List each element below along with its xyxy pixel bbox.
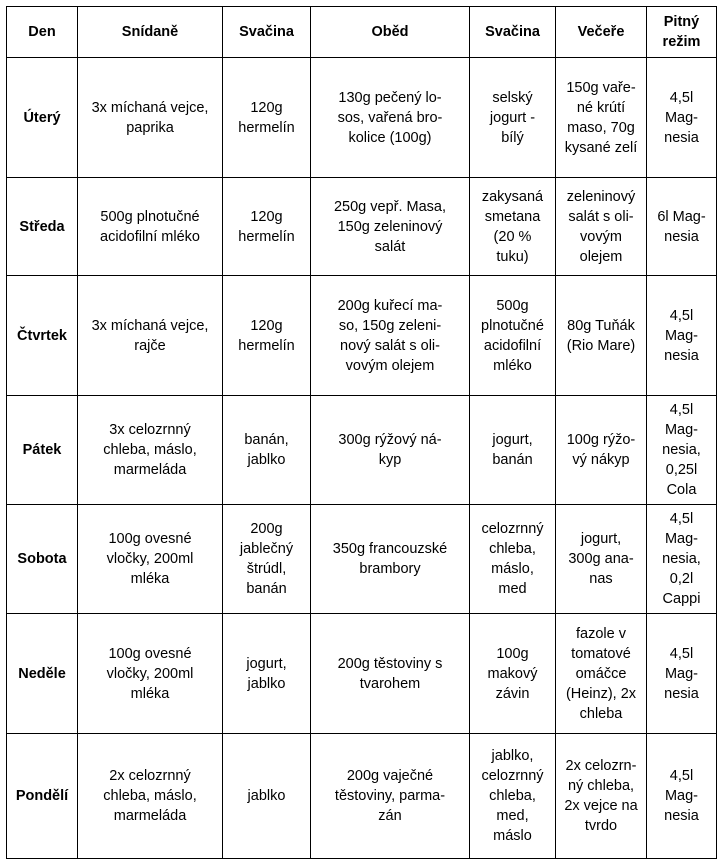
dinner-cell: 80g Tuňák (Rio Mare) (556, 276, 647, 396)
drinking-cell: 4,5l Mag- nesia (647, 276, 717, 396)
breakfast-cell: 3x celozrnný chleba, máslo, marmeláda (78, 396, 223, 505)
table-row (7, 734, 717, 859)
table-row (7, 396, 717, 505)
snack-1-cell: banán, jablko (223, 396, 311, 505)
breakfast-cell: 500g plnotučné acidofilní mléko (78, 178, 223, 276)
day-cell: Středa (7, 178, 78, 276)
lunch-cell: 250g vepř. Masa, 150g zeleninový salát (311, 178, 470, 276)
snack-1-cell: jablko (223, 734, 311, 859)
snack-2-cell: zakysaná smetana (20 % tuku) (470, 178, 556, 276)
lunch-cell: 200g kuřecí ma- so, 150g zeleni- nový salát s oli- vovým olejem (311, 276, 470, 396)
header-snack-2: Svačina (470, 7, 556, 58)
lunch-cell: 200g vaječné těstoviny, parma- zán (311, 734, 470, 859)
table-row (7, 614, 717, 734)
day-cell: Pátek (7, 396, 78, 505)
header-dinner: Večeře (556, 7, 647, 58)
header-day: Den (7, 7, 78, 58)
header-drinking: Pitný režim (647, 7, 717, 58)
header-row (7, 7, 717, 58)
snack-2-cell: selský jogurt - bílý (470, 58, 556, 178)
snack-1-cell: 120g hermelín (223, 58, 311, 178)
lunch-cell: 300g rýžový ná- kyp (311, 396, 470, 505)
header-breakfast: Snídaně (78, 7, 223, 58)
day-cell: Sobota (7, 505, 78, 614)
drinking-cell: 4,5l Mag- nesia (647, 734, 717, 859)
day-cell: Čtvrtek (7, 276, 78, 396)
dinner-cell: zeleninový salát s oli- vovým olejem (556, 178, 647, 276)
dinner-cell: 100g rýžo- vý nákyp (556, 396, 647, 505)
lunch-cell: 350g francouzské brambory (311, 505, 470, 614)
dinner-cell: 2x celozrn- ný chleba, 2x vejce na tvrdo (556, 734, 647, 859)
dinner-cell: 150g vaře- né krútí maso, 70g kysané zelí (556, 58, 647, 178)
snack-2-cell: celozrnný chleba, máslo, med (470, 505, 556, 614)
day-cell: Úterý (7, 58, 78, 178)
meal-plan-table (6, 6, 717, 859)
breakfast-cell: 100g ovesné vločky, 200ml mléka (78, 505, 223, 614)
dinner-cell: fazole v tomatové omáčce (Heinz), 2x chleba (556, 614, 647, 734)
lunch-cell: 200g těstoviny s tvarohem (311, 614, 470, 734)
snack-1-cell: 200g jablečný štrúdl, banán (223, 505, 311, 614)
snack-1-cell: 120g hermelín (223, 276, 311, 396)
table-row (7, 505, 717, 614)
snack-2-cell: jogurt, banán (470, 396, 556, 505)
breakfast-cell: 3x míchaná vejce, rajče (78, 276, 223, 396)
drinking-cell: 4,5l Mag- nesia (647, 58, 717, 178)
breakfast-cell: 3x míchaná vejce, paprika (78, 58, 223, 178)
lunch-cell: 130g pečený lo- sos, vařená bro- kolice (100g) (311, 58, 470, 178)
table-row (7, 58, 717, 178)
breakfast-cell: 100g ovesné vločky, 200ml mléka (78, 614, 223, 734)
header-snack-1: Svačina (223, 7, 311, 58)
table-row (7, 178, 717, 276)
snack-2-cell: 500g plnotučné acidofilní mléko (470, 276, 556, 396)
drinking-cell: 4,5l Mag- nesia, 0,25l Cola (647, 396, 717, 505)
dinner-cell: jogurt, 300g ana- nas (556, 505, 647, 614)
table-row (7, 276, 717, 396)
drinking-cell: 4,5l Mag- nesia, 0,2l Cappi (647, 505, 717, 614)
day-cell: Pondělí (7, 734, 78, 859)
snack-2-cell: 100g makový závin (470, 614, 556, 734)
snack-2-cell: jablko, celozrnný chleba, med, máslo (470, 734, 556, 859)
header-lunch: Oběd (311, 7, 470, 58)
snack-1-cell: 120g hermelín (223, 178, 311, 276)
drinking-cell: 6l Mag- nesia (647, 178, 717, 276)
snack-1-cell: jogurt, jablko (223, 614, 311, 734)
breakfast-cell: 2x celozrnný chleba, máslo, marmeláda (78, 734, 223, 859)
drinking-cell: 4,5l Mag- nesia (647, 614, 717, 734)
day-cell: Neděle (7, 614, 78, 734)
